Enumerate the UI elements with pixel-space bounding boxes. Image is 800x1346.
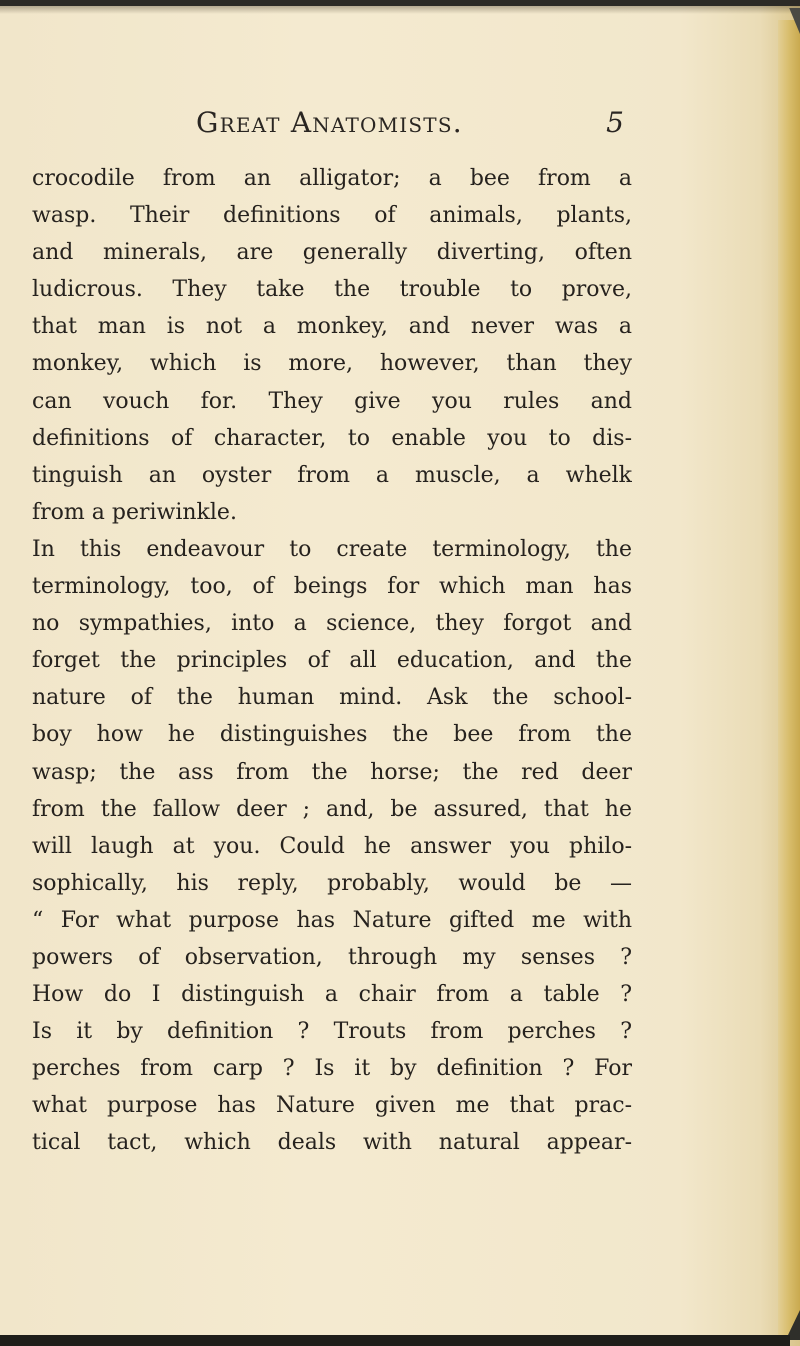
text-line: sophically, his reply, probably, would be —: [32, 870, 632, 896]
running-head: [32, 106, 624, 148]
text-line: can vouch for. They give you rules and: [32, 388, 632, 414]
text-line: no sympathies, into a science, they forgot and: [32, 611, 632, 637]
text-line: ludicrous. They take the trouble to prove,: [32, 277, 632, 303]
text-line: what purpose has Nature given me that prac-: [32, 1093, 632, 1119]
running-title: Great Anatomists.: [196, 106, 463, 139]
text-line: boy how he distinguishes the bee from the: [32, 722, 632, 748]
text-line: tical tact, which deals with natural appear-: [32, 1130, 632, 1156]
text-line: forget the principles of all education, and the: [32, 648, 632, 674]
text-line: perches from carp ? Is it by definition ? For: [32, 1056, 632, 1082]
text-line: from a periwinkle.: [32, 499, 237, 525]
page-top-shadow: [0, 6, 800, 14]
page-bottom-edge: [0, 1335, 790, 1346]
text-line: and minerals, are generally diverting, often: [32, 240, 632, 266]
text-line: will laugh at you. Could he answer you philo-: [32, 833, 632, 859]
text-line: terminology, too, of beings for which man has: [32, 574, 632, 600]
text-line: nature of the human mind. Ask the school-: [32, 685, 632, 711]
text-line: from the fallow deer ; and, be assured, that he: [32, 796, 632, 822]
text-line: “ For what purpose has Nature gifted me with: [32, 907, 632, 933]
text-line: crocodile from an alligator; a bee from a: [32, 166, 632, 191]
text-line: Is it by definition ? Trouts from perches ?: [32, 1019, 632, 1045]
text-line: In this endeavour to create terminology, the: [32, 536, 632, 562]
text-line: powers of observation, through my senses ?: [32, 944, 632, 970]
page-fore-edge: [778, 20, 800, 1335]
page-number: 5: [606, 106, 624, 139]
text-line: wasp. Their definitions of animals, plants,: [32, 203, 632, 229]
text-line: monkey, which is more, however, than they: [32, 351, 632, 377]
text-line: tinguish an oyster from a muscle, a whelk: [32, 462, 632, 488]
text-line: wasp; the ass from the horse; the red deer: [32, 759, 632, 785]
body-text: [32, 160, 632, 1162]
text-line: How do I distinguish a chair from a table ?: [32, 982, 632, 1008]
text-line: definitions of character, to enable you to dis-: [32, 425, 632, 451]
text-line: that man is not a monkey, and never was a: [32, 314, 632, 340]
